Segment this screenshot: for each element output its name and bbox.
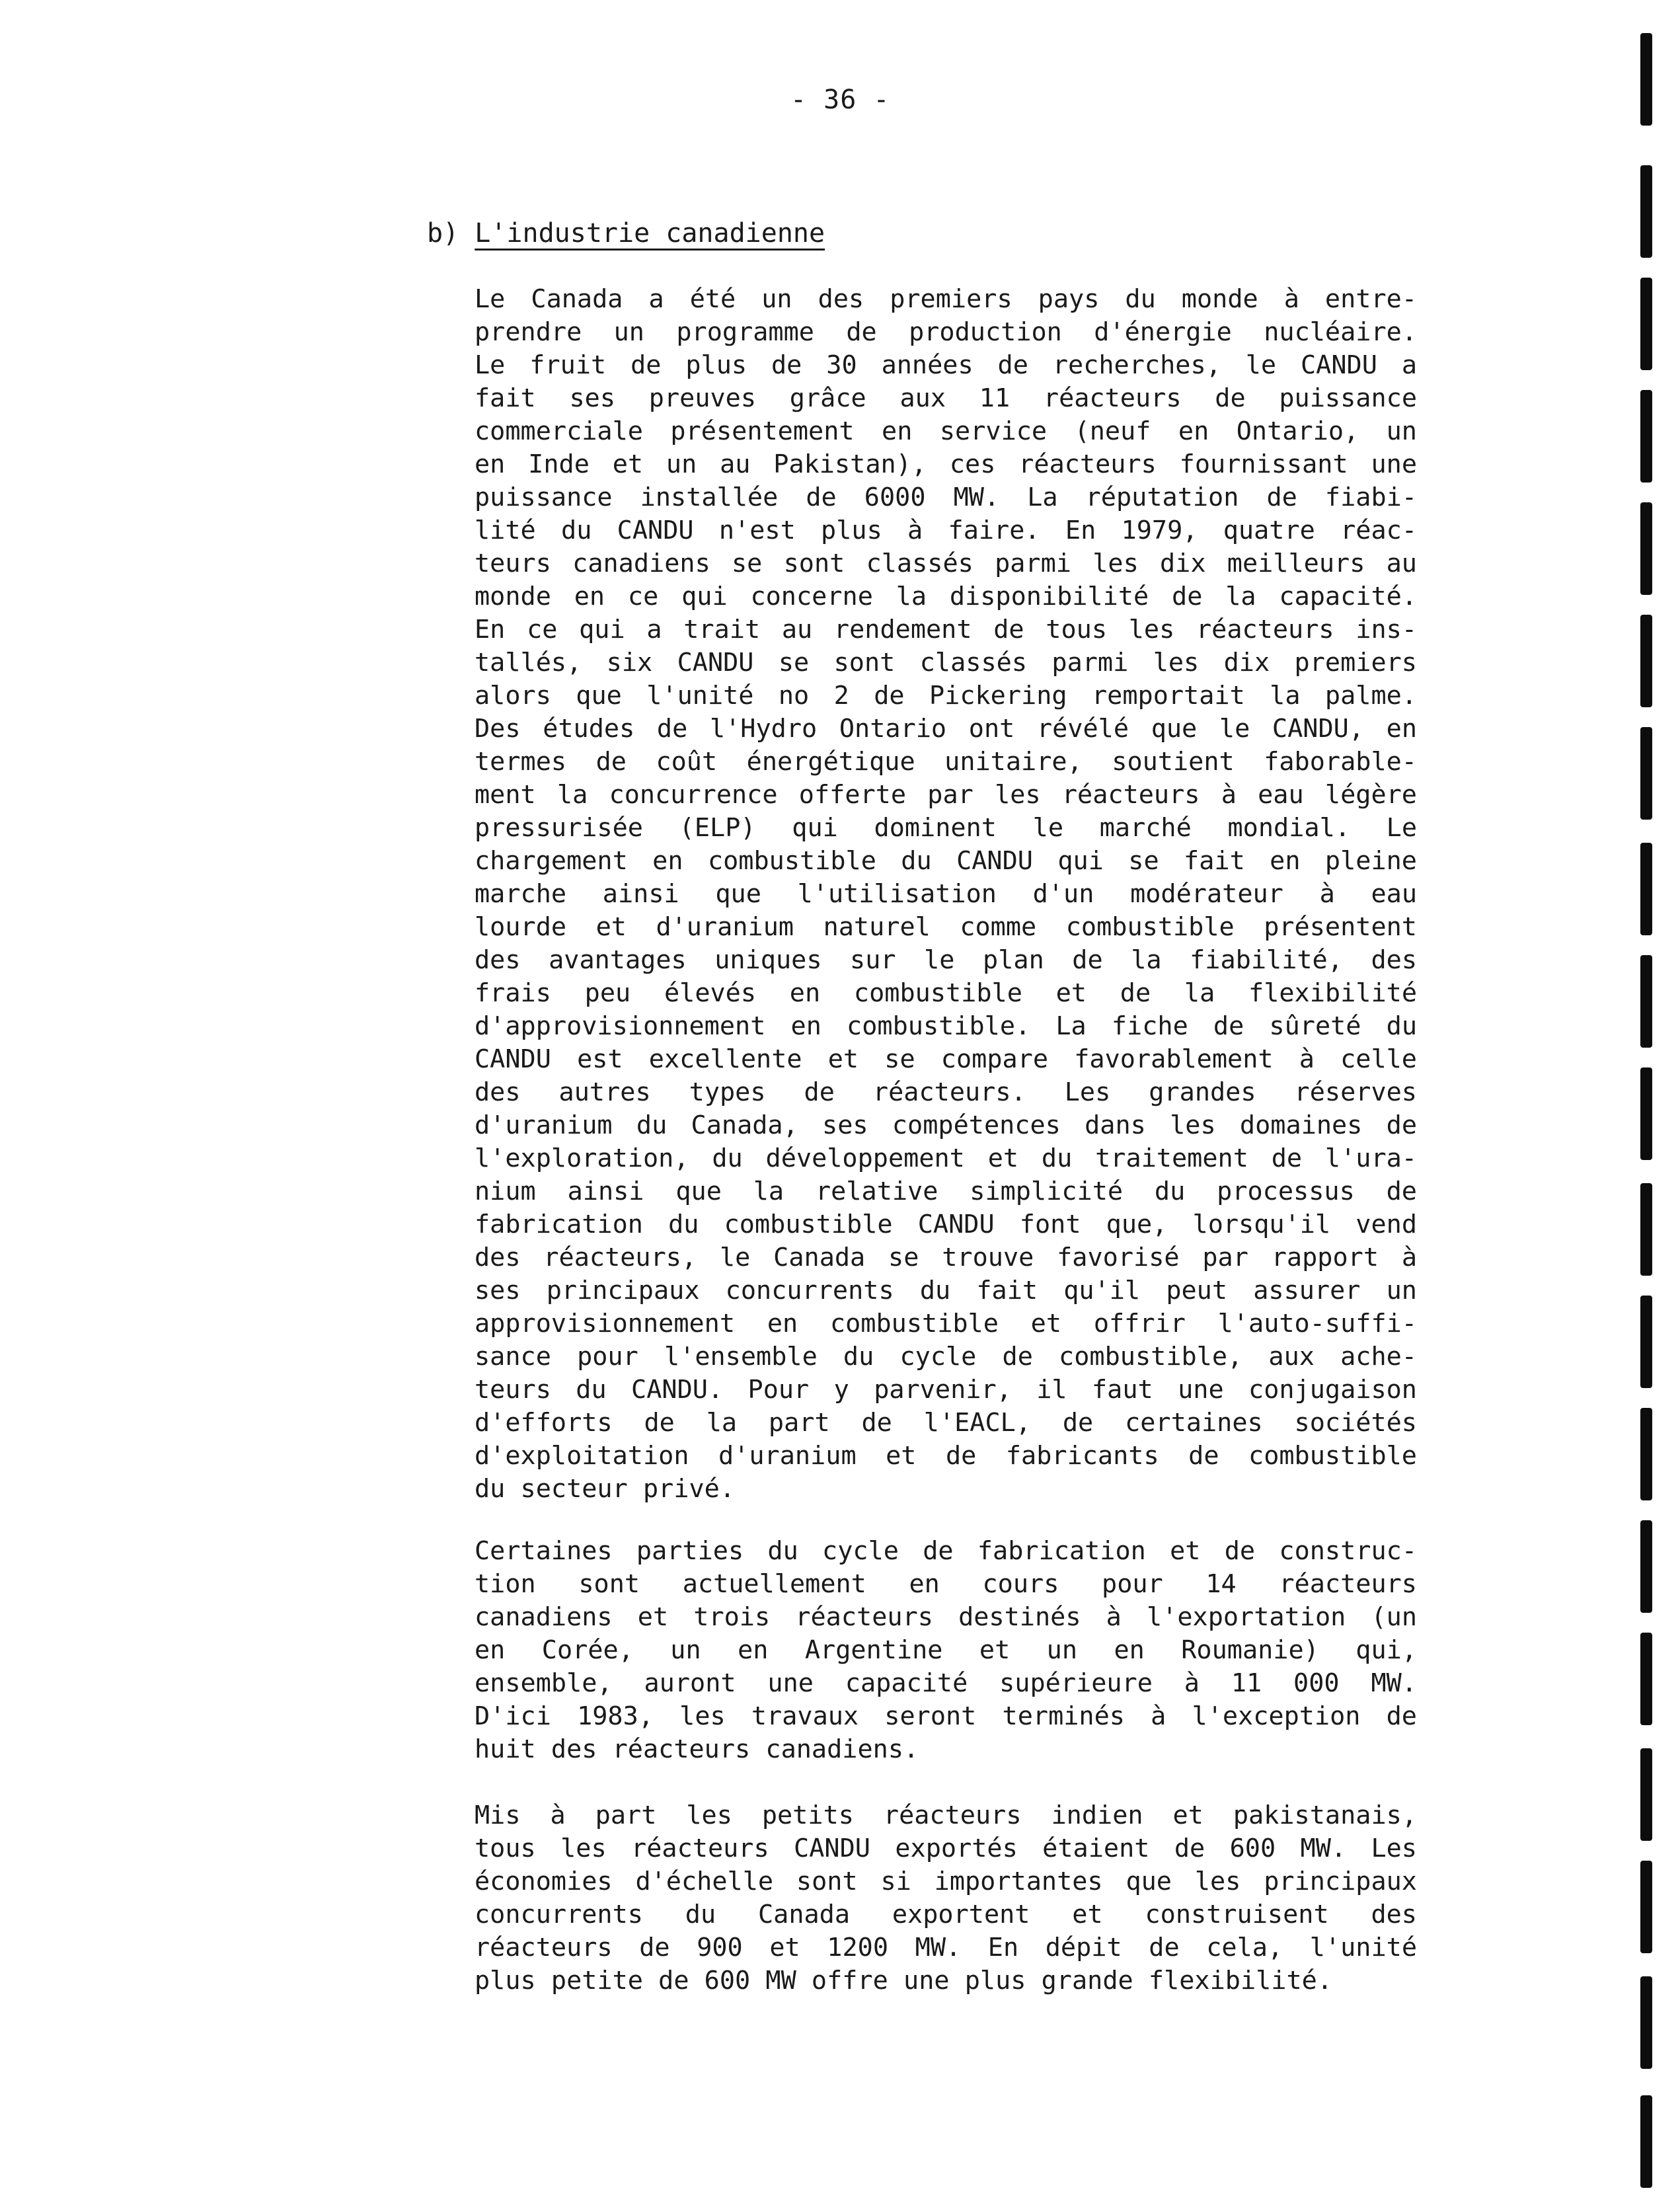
paragraph-1 [475, 283, 1417, 1506]
text-line: ses principaux concurrents du fait qu'il peut assurer un [475, 1276, 1417, 1305]
binding-mark [1640, 1861, 1652, 1953]
text-line: teurs du CANDU. Pour y parvenir, il faut une conjugaison [475, 1375, 1417, 1405]
text-line: Le fruit de plus de 30 années de recherches, le CANDU a [475, 350, 1417, 380]
text-line: En ce qui a trait au rendement de tous les réacteurs ins- [475, 615, 1417, 644]
binding-mark [1640, 615, 1652, 707]
binding-mark [1640, 1408, 1652, 1500]
text-line: d'approvisionnement en combustible. La fiche de sûreté du [475, 1011, 1417, 1041]
text-line: approvisionnement en combustible et offrir l'auto-suffi- [475, 1309, 1417, 1338]
text-line: des réacteurs, le Canada se trouve favorisé par rapport à [475, 1243, 1417, 1272]
binding-mark [1640, 1633, 1652, 1725]
text-line: prendre un programme de production d'énergie nucléaire. [475, 317, 1417, 347]
text-line: tous les réacteurs CANDU exportés étaient de 600 MW. Les [475, 1834, 1417, 1863]
text-line: teurs canadiens se sont classés parmi les dix meilleurs au [475, 549, 1417, 578]
text-line: du secteur privé. [475, 1474, 736, 1504]
text-line: commerciale présentement en service (neuf en Ontario, un [475, 416, 1417, 446]
binding-mark [1640, 1183, 1652, 1276]
binding-mark [1640, 165, 1652, 258]
binding-mark [1640, 2095, 1652, 2188]
text-line: sance pour l'ensemble du cycle de combustible, aux ache- [475, 1342, 1417, 1372]
binding-mark [1640, 278, 1652, 370]
binding-mark [1640, 955, 1652, 1048]
binding-mark [1640, 843, 1652, 935]
text-line: réacteurs de 900 et 1200 MW. En dépit de cela, l'unité [475, 1933, 1417, 1962]
text-line: tion sont actuellement en cours pour 14 réacteurs [475, 1569, 1417, 1599]
text-line: D'ici 1983, les travaux seront terminés à l'exception de [475, 1701, 1417, 1731]
text-line: ment la concurrence offerte par les réacteurs à eau légère [475, 780, 1417, 810]
text-line: canadiens et trois réacteurs destinés à l'exportation (un [475, 1602, 1417, 1632]
text-line: nium ainsi que la relative simplicité du processus de [475, 1177, 1417, 1206]
text-line: alors que l'unité no 2 de Pickering remportait la palme. [475, 681, 1417, 711]
text-line: frais peu élevés en combustible et de la flexibilité [475, 978, 1417, 1008]
binding-mark [1640, 1520, 1652, 1613]
page-number: - 36 - [790, 85, 890, 115]
text-line: en Inde et un au Pakistan), ces réacteurs fournissant une [475, 449, 1417, 479]
text-line: fabrication du combustible CANDU font que, lorsqu'il vend [475, 1210, 1417, 1239]
binding-mark [1640, 727, 1652, 820]
text-line: Le Canada a été un des premiers pays du monde à entre- [475, 284, 1417, 314]
text-line: d'efforts de la part de l'EACL, de certaines sociétés [475, 1408, 1417, 1438]
text-line: des autres types de réacteurs. Les grandes réserves [475, 1077, 1417, 1107]
binding-mark [1640, 1976, 1652, 2069]
text-line: puissance installée de 6000 MW. La réputation de fiabi- [475, 483, 1417, 512]
text-line: marche ainsi que l'utilisation d'un modérateur à eau [475, 879, 1417, 909]
text-line: termes de coût énergétique unitaire, soutient faborable- [475, 747, 1417, 777]
text-line: Mis à part les petits réacteurs indien et pakistanais, [475, 1801, 1417, 1830]
text-line: concurrents du Canada exportent et construisent des [475, 1900, 1417, 1929]
paragraph-2 [475, 1535, 1417, 1766]
text-line: en Corée, un en Argentine et un en Roumanie) qui, [475, 1635, 1417, 1665]
text-line: d'uranium du Canada, ses compétences dans les domaines de [475, 1110, 1417, 1140]
text-line: chargement en combustible du CANDU qui se fait en pleine [475, 846, 1417, 876]
binding-mark [1640, 390, 1652, 483]
text-line: l'exploration, du développement et du traitement de l'ura- [475, 1143, 1417, 1173]
text-line: des avantages uniques sur le plan de la fiabilité, des [475, 945, 1417, 975]
binding-mark [1640, 1748, 1652, 1841]
binding-marks [1632, 0, 1659, 2209]
text-line: tallés, six CANDU se sont classés parmi les dix premiers [475, 648, 1417, 678]
text-line: ensemble, auront une capacité supérieure à 11 000 MW. [475, 1668, 1417, 1698]
text-line: lité du CANDU n'est plus à faire. En 1979, quatre réac- [475, 516, 1417, 545]
text-line: économies d'échelle sont si importantes que les principaux [475, 1867, 1417, 1896]
section-heading [427, 218, 825, 249]
text-line: Des études de l'Hydro Ontario ont révélé que le CANDU, en [475, 714, 1417, 744]
text-line: lourde et d'uranium naturel comme combustible présentent [475, 912, 1417, 942]
binding-mark [1640, 1296, 1652, 1388]
text-line: CANDU est excellente et se compare favorablement à celle [475, 1044, 1417, 1074]
text-line: pressurisée (ELP) qui dominent le marché mondial. Le [475, 813, 1417, 843]
text-line: d'exploitation d'uranium et de fabricants de combustible [475, 1441, 1417, 1471]
text-line: huit des réacteurs canadiens. [475, 1734, 919, 1764]
text-line: monde en ce qui concerne la disponibilité de la capacité. [475, 582, 1417, 611]
binding-mark [1640, 1067, 1652, 1160]
text-line: plus petite de 600 MW offre une plus grande flexibilité. [475, 1966, 1333, 1996]
text-line: fait ses preuves grâce aux 11 réacteurs de puissance [475, 383, 1417, 413]
section-heading-title: L'industrie canadienne [475, 218, 825, 249]
paragraph-3 [475, 1799, 1417, 1997]
text-line: Certaines parties du cycle de fabrication et de construc- [475, 1536, 1417, 1566]
binding-mark [1640, 33, 1652, 126]
section-heading-label: b) [427, 218, 459, 249]
binding-mark [1640, 502, 1652, 595]
